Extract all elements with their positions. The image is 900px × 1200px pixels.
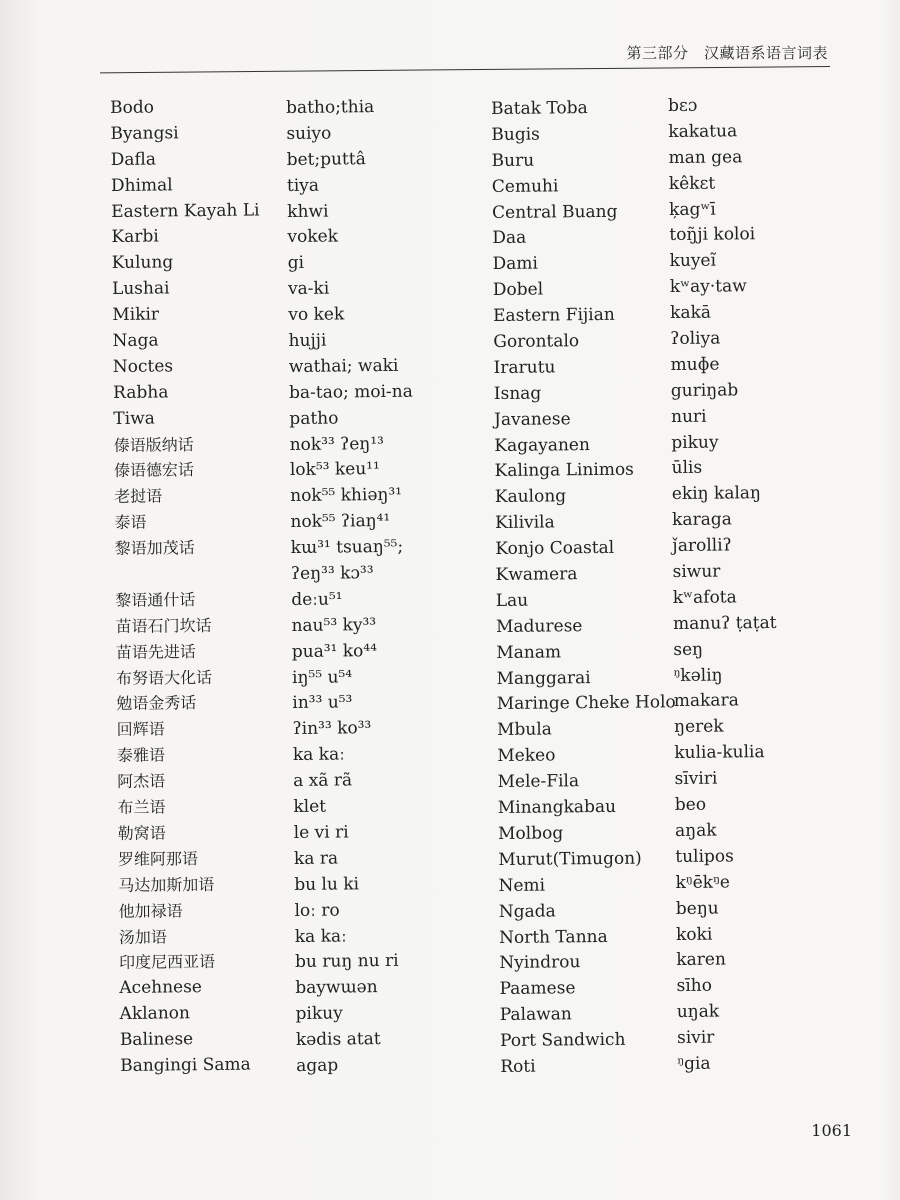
language-name: Bangingi Sama [120,1054,251,1076]
word-form: muɸe [670,354,720,375]
word-form: kᵑēkᵑe [675,872,730,893]
word-form-column-right [668,93,781,1078]
language-name: 老挝语 [114,486,163,507]
word-form: sīviri [674,768,718,790]
word-form: baywɯən [295,977,378,999]
language-name: Aklanon [119,1003,191,1025]
language-name: 傣语版纳话 [113,434,194,455]
word-form: koki [675,924,713,945]
word-form: ba-tao; moi-na [289,381,413,403]
word-form: va-ki [287,278,330,300]
language-name: 苗语先进话 [115,641,196,662]
language-name: Madurese [495,615,583,637]
word-form: ka kaː [294,925,347,947]
language-name: 黎语通什话 [115,590,196,610]
word-form: hujji [288,330,327,352]
language-name: Daa [492,228,527,249]
language-name: Tiwa [113,408,155,429]
word-form: beo [674,794,707,816]
word-form: kulia-kulia [674,742,765,764]
language-name: Kagayanen [494,434,591,456]
language-name: Molbog [497,823,564,844]
language-name: 回辉语 [116,719,165,740]
language-name: 印度尼西亚语 [118,952,216,973]
language-name: Dami [492,253,539,275]
word-form: man gea [668,147,743,168]
language-name: 布兰语 [117,797,166,818]
language-name: 汤加语 [118,926,167,947]
word-form: makara [673,690,739,712]
language-name: Palawan [499,1004,572,1026]
word-form: tiya [286,175,320,196]
word-form: guriŋab [670,380,739,401]
language-name: Manggarai [496,667,591,689]
word-form-column-left [286,95,420,1080]
word-form: ʔoliya [670,328,721,350]
word-form: in³³ u⁵³ [292,692,353,714]
language-name: Mbula [496,719,552,741]
language-name: North Tanna [498,926,608,948]
word-form: deːu⁵¹ [291,589,343,610]
word-form: bet;puttâ [286,148,366,170]
language-name: Kwamera [495,564,578,586]
language-name: Dhimal [110,175,173,196]
word-form: pikuy [295,1003,343,1025]
language-name: 苗语石门坎话 [115,615,212,636]
language-name: 勉语金秀话 [116,693,197,714]
language-name: Mele-Fila [497,771,580,793]
language-name: Rabha [113,382,169,403]
word-form: sivir [676,1027,715,1049]
word-form: toŋ̃ji koloi [669,224,756,246]
header-rule [100,66,830,73]
language-name: 马达加斯加语 [118,874,215,895]
language-name: Kaulong [494,486,567,508]
word-form: ᵑgia [677,1053,711,1074]
word-form: ekiŋ kalaŋ [671,483,762,505]
language-name: Eastern Fijian [493,304,615,327]
language-name: Isnag [493,383,542,404]
language-name: Balinese [119,1029,194,1051]
word-form: karaga [671,509,732,531]
language-name: Karbi [111,226,159,248]
language-name: Paamese [499,978,576,1000]
page-number: 1061 [811,1121,852,1140]
language-name: Mekeo [497,745,556,767]
language-name: Nyindrou [499,952,581,974]
word-form: nok³³ ʔeŋ¹³ [289,433,385,455]
language-name: 泰雅语 [116,745,166,766]
word-form: vokek [287,226,339,248]
language-name: Roti [500,1056,536,1077]
word-form: aŋak [674,820,717,841]
language-name: Irarutu [493,357,556,378]
word-form: sīho [676,975,713,997]
word-form: kakā [670,302,712,324]
word-form: nok⁵⁵ khiəŋ³¹ [290,485,403,507]
word-form: gi [287,253,305,274]
word-form: iŋ⁵⁵ u⁵⁴ [291,666,353,688]
language-name: 阿杰语 [117,771,166,792]
word-form: batho;thia [286,97,375,118]
word-form: kakatua [668,121,738,142]
word-form: ūlis [671,458,703,479]
language-name: Cemuhi [491,176,559,197]
language-name: Maringe Cheke Holo [496,692,676,715]
word-form: beŋu [675,898,719,919]
word-form: nuri [671,406,707,427]
language-name: Central Buang [492,201,618,223]
language-name: Manam [496,642,562,663]
word-form: kuyeĩ [669,250,717,272]
word-form: ka kaː [292,744,346,766]
language-name: Kalinga Linimos [494,460,634,482]
language-name-column-right [491,95,679,1081]
word-form: agap [296,1055,339,1076]
language-name: Gorontalo [493,331,580,353]
language-name: Javanese [494,408,571,430]
word-form: bu lu ki [294,873,360,895]
language-name: Minangkabau [497,796,617,819]
language-name: Dafla [110,149,157,170]
word-form: ķagʷī [669,199,716,220]
word-form: loː ro [294,900,340,921]
word-form: ᵑkəliŋ [673,665,723,686]
word-form: khwi [287,201,329,222]
language-name: Acehnese [119,977,203,999]
running-header: 第三部分 汉藏语系语言词表 [626,44,828,62]
word-form: seŋ [673,639,704,660]
word-form: le vi ri [293,822,349,843]
word-form: ǰarolliʔ [672,535,732,557]
language-name: Ngada [498,901,556,922]
language-name: Kilivila [494,512,555,534]
language-name: 布努语大化话 [115,667,213,688]
language-name: Konjo Coastal [495,537,615,560]
word-form: bu ruŋ nu ri [294,951,399,973]
word-form: manuʔ ṭaṭat [672,612,777,634]
word-form: ka ra [293,848,339,869]
word-form: bɛɔ [668,95,698,116]
language-name: Bugis [491,124,540,145]
word-form: ŋerek [673,716,724,738]
word-form: kʷafota [672,587,737,608]
word-form: karen [676,949,726,971]
word-form: patho [289,408,339,429]
language-name: Lushai [111,278,170,300]
word-form: siwur [672,561,721,583]
word-form: nau⁵³ ky³³ [291,614,377,636]
language-name: 傣语德宏话 [113,460,195,481]
language-name: Batak Toba [491,98,588,119]
language-name: Byangsi [110,123,179,144]
word-form: ʔeŋ³³ kɔ³³ [290,563,374,585]
word-form: wathai; waki [288,355,399,377]
language-name: 勒窝语 [117,823,166,843]
word-form: tulipos [675,846,734,867]
language-name: Nemi [498,875,546,896]
language-name: Murut(Timugon) [498,848,642,870]
word-form: lok⁵³ keu¹¹ [289,459,380,481]
language-name: Eastern Kayah Li [111,200,260,222]
language-name: Naga [112,330,159,352]
language-name: 他加禄语 [118,900,183,921]
language-name: Dobel [492,279,544,301]
language-name: Noctes [112,356,174,377]
word-form: pikuy [671,432,719,453]
language-name: 泰语 [114,512,147,533]
word-form: pua³¹ ko⁴⁴ [291,640,378,662]
language-name: Buru [491,150,535,171]
word-form: nok⁵⁵ ʔiaŋ⁴¹ [290,511,391,533]
word-form: suiyo [286,123,332,144]
word-form: vo kek [288,304,345,326]
language-name: Mikir [112,304,160,326]
language-name: 黎语加茂话 [114,538,195,559]
language-name [115,560,264,587]
language-name-column-left [110,94,269,1079]
word-form: a xã rã [293,770,353,792]
word-form: kɯ³¹ tsuaŋ⁵⁵; [290,536,404,559]
language-name: Lau [495,590,529,611]
language-name: 罗维阿那语 [117,848,199,869]
word-form: kêkɛt [668,173,716,194]
word-form: klet [293,796,327,818]
word-form: uŋak [676,1001,720,1023]
language-name: Port Sandwich [499,1029,626,1052]
word-form: ʔin³³ ko³³ [292,718,372,740]
word-form: kədis atat [295,1029,381,1051]
language-name: Kulung [111,252,174,274]
word-form: kʷay·taw [669,276,747,298]
language-name: Bodo [110,97,155,118]
